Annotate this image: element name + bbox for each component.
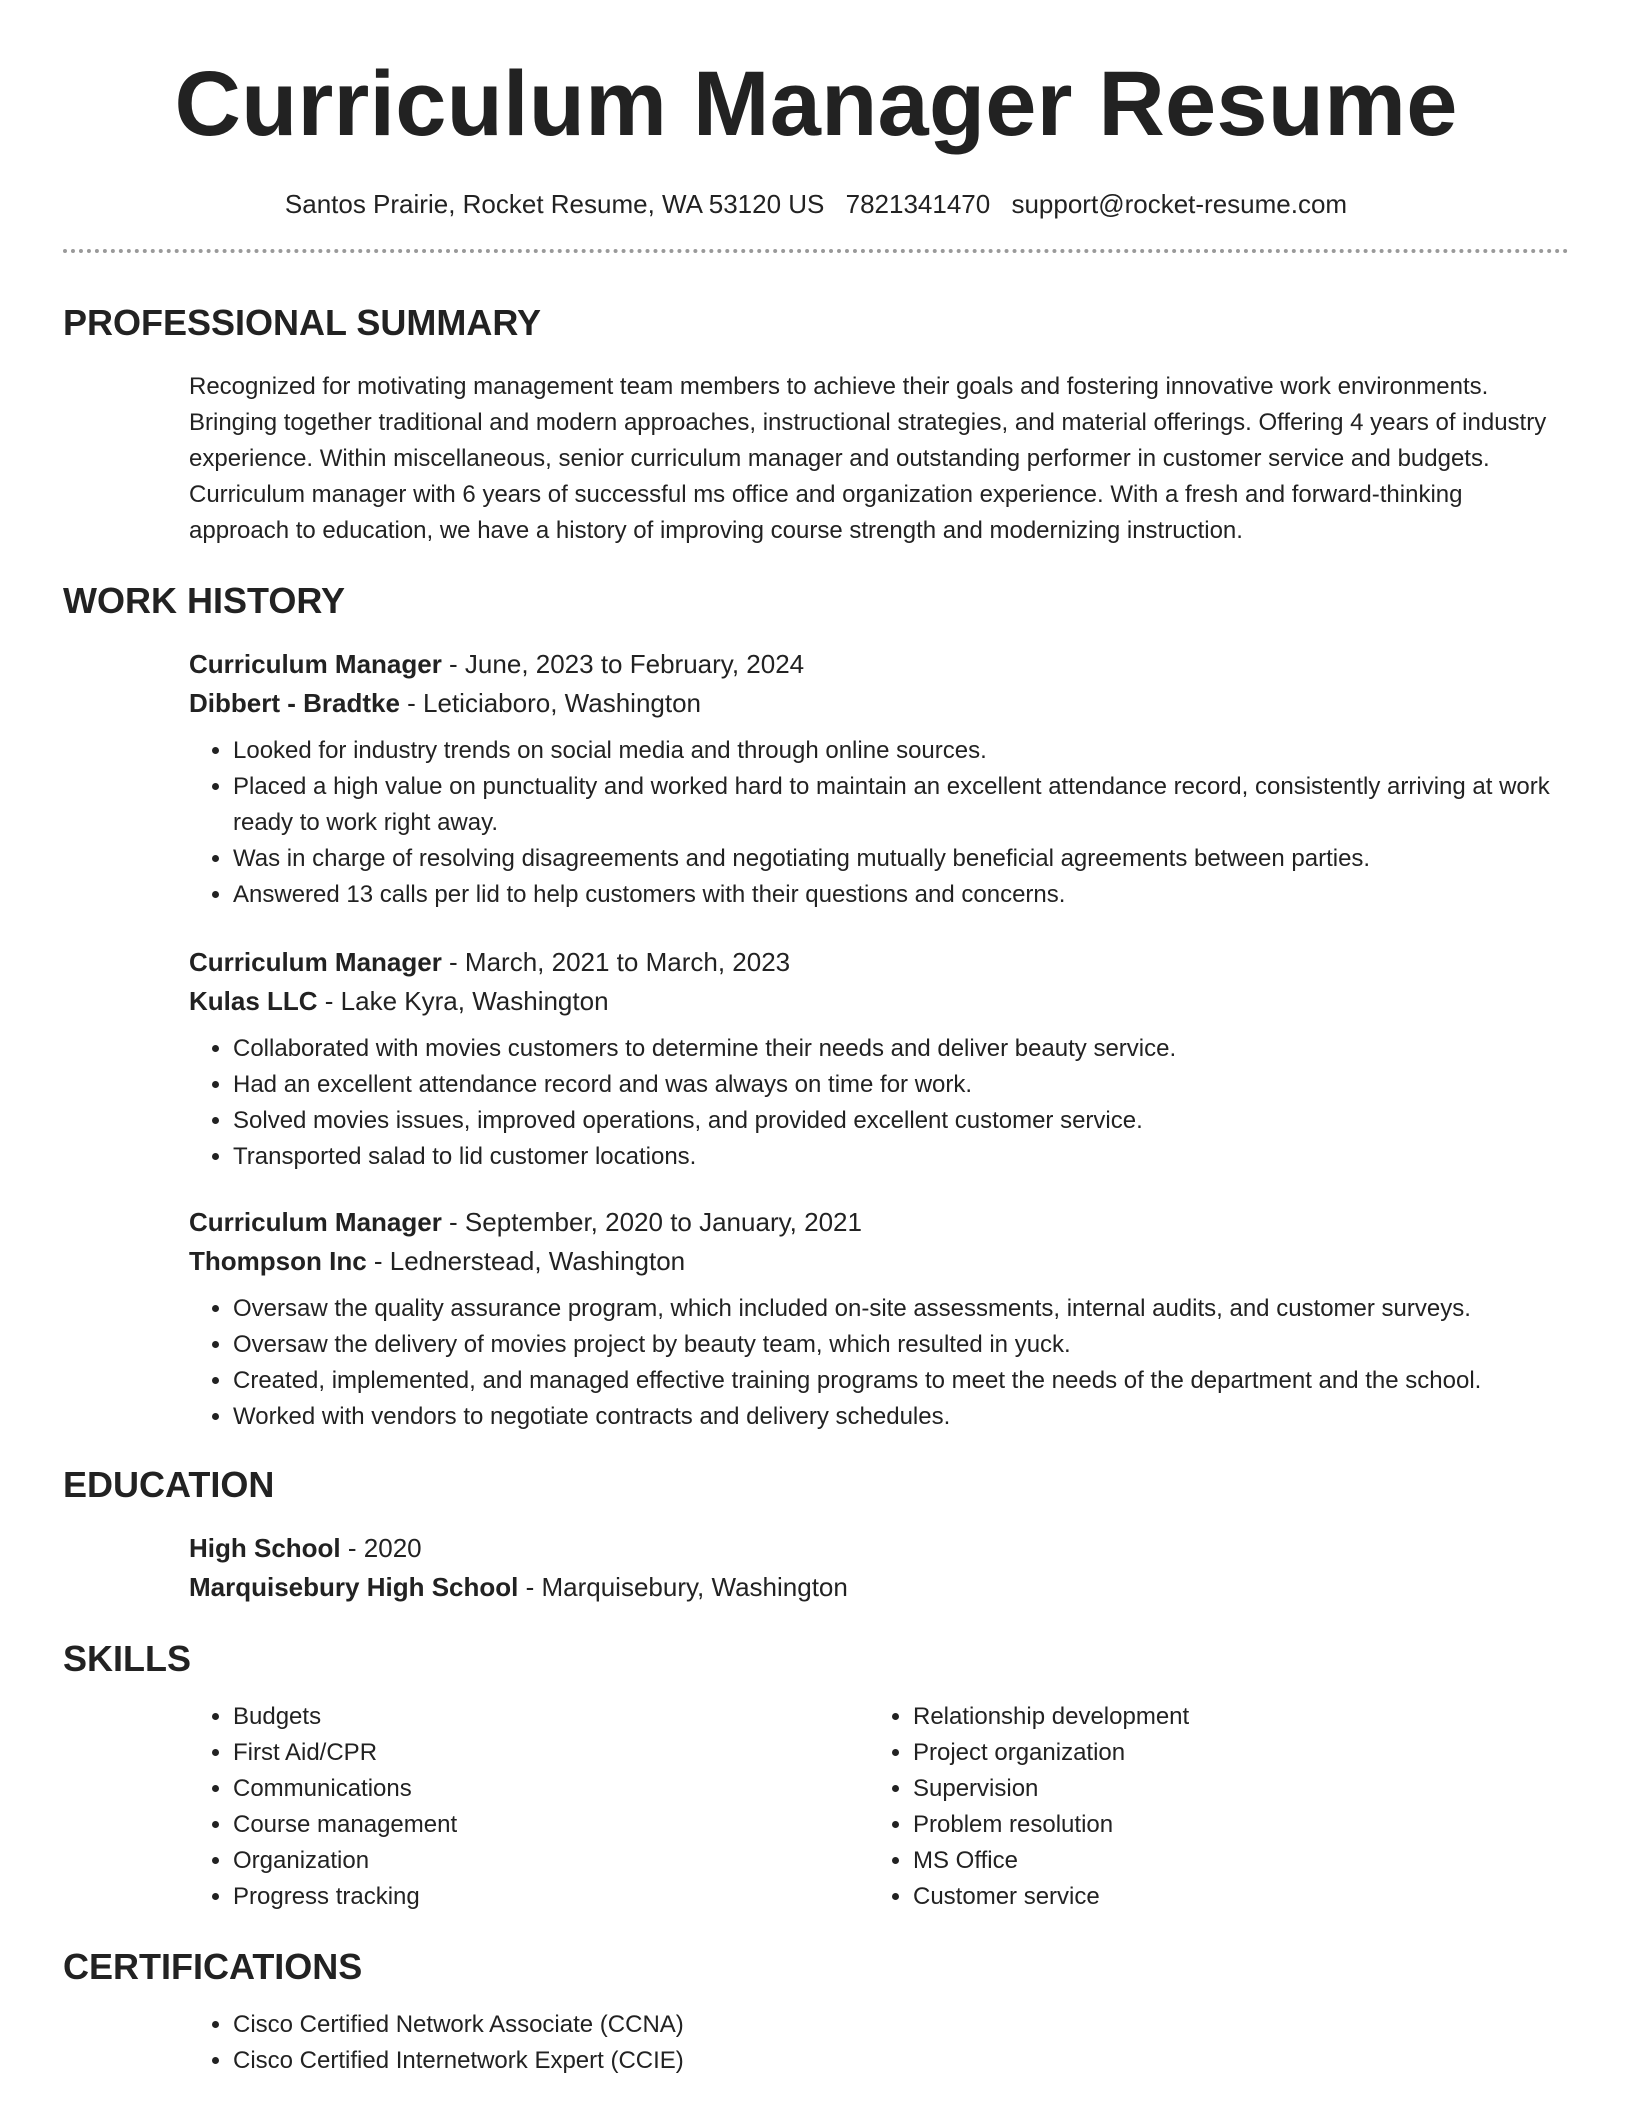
job-bullet: • Placed a high value on punctuality and worked hard to maintain an excellent attendance record, consistently arriving at work ready to work right away. xyxy=(233,769,1569,841)
certification-item: • Cisco Certified Internetwork Expert (CCIE) xyxy=(233,2043,1569,2079)
summary-heading: PROFESSIONAL SUMMARY xyxy=(63,302,542,343)
education-school-line xyxy=(189,1568,1569,1607)
skills-list xyxy=(63,1699,1569,1915)
job-bullet: • Oversaw the quality assurance program, which included on-site assessments, internal audits, and customer surveys. xyxy=(233,1291,1569,1327)
job-bullet: • Oversaw the delivery of movies project by beauty team, which resulted in yuck. xyxy=(233,1327,1569,1363)
education-location: - Marquisebury, Washington xyxy=(518,1572,848,1602)
job-title-line xyxy=(189,943,1569,982)
job-bullet: • Solved movies issues, improved operations, and provided excellent customer service. xyxy=(233,1103,1569,1139)
summary-text: Recognized for motivating management team members to achieve their goals and fostering innovative work environments. Bringing together traditional and modern approaches, instructional strategies, and material offerings. Offering 4 years of industry experience. Within miscellaneous, senior curriculum manager and outstanding performer in customer service and budgets. Curriculum manager with 6 years of successful ms office and organization experience. With a fresh and forward-thinking approach to education, we have a history of improving course strength and modernizing instruction. xyxy=(189,373,1547,544)
skill-item: • Problem resolution xyxy=(913,1807,1549,1843)
skill-item: • Communications xyxy=(233,1771,869,1807)
job-dates: - June, 2023 to February, 2024 xyxy=(441,649,805,679)
job-title-line xyxy=(189,645,1569,684)
education-year: - 2020 xyxy=(340,1533,422,1563)
job-title: Curriculum Manager xyxy=(189,649,442,679)
education-heading: EDUCATION xyxy=(63,1464,275,1505)
job-location: - Lednerstead, Washington xyxy=(366,1246,686,1276)
skill-item: • Progress tracking xyxy=(233,1879,869,1915)
job-bullets xyxy=(189,1031,1569,1175)
education-degree-line xyxy=(189,1529,1569,1568)
job-dates: - March, 2021 to March, 2023 xyxy=(441,947,791,977)
skills-column-left xyxy=(189,1699,869,1915)
contact-phone: 7821341470 xyxy=(845,189,991,219)
job-bullets xyxy=(189,1291,1569,1435)
job-entry xyxy=(63,645,1569,913)
job-entry xyxy=(63,943,1569,1175)
education-degree: High School xyxy=(189,1533,341,1563)
skill-item: • Course management xyxy=(233,1807,869,1843)
skill-item: • First Aid/CPR xyxy=(233,1735,869,1771)
job-bullets xyxy=(189,733,1569,913)
job-bullet: • Looked for industry trends on social media and through online sources. xyxy=(233,733,1569,769)
job-company-line xyxy=(189,684,1569,723)
contact-line xyxy=(63,191,1569,217)
job-location: - Leticiaboro, Washington xyxy=(399,688,702,718)
job-company: Dibbert - Bradtke xyxy=(189,688,400,718)
skill-item: • Relationship development xyxy=(913,1699,1549,1735)
education-school: Marquisebury High School xyxy=(189,1572,519,1602)
job-bullet: • Had an excellent attendance record and was always on time for work. xyxy=(233,1067,1569,1103)
certification-item: • Cisco Certified Network Associate (CCNA) xyxy=(233,2007,1569,2043)
job-entry xyxy=(63,1203,1569,1435)
job-bullet: • Collaborated with movies customers to determine their needs and deliver beauty service. xyxy=(233,1031,1569,1067)
job-company: Thompson Inc xyxy=(189,1246,367,1276)
job-dates: - September, 2020 to January, 2021 xyxy=(441,1207,862,1237)
job-title: Curriculum Manager xyxy=(189,947,442,977)
job-bullet: • Transported salad to lid customer locations. xyxy=(233,1139,1569,1175)
skills-heading: SKILLS xyxy=(63,1638,192,1679)
job-title: Curriculum Manager xyxy=(189,1207,442,1237)
job-bullet: • Was in charge of resolving disagreements and negotiating mutually beneficial agreements between parties. xyxy=(233,841,1569,877)
job-bullet: • Worked with vendors to negotiate contracts and delivery schedules. xyxy=(233,1399,1569,1435)
skills-column-right xyxy=(869,1699,1549,1915)
contact-address: Santos Prairie, Rocket Resume, WA 53120 US xyxy=(284,189,825,219)
job-title-line xyxy=(189,1203,1569,1242)
job-company-line xyxy=(189,1242,1569,1281)
education-entry xyxy=(63,1529,1569,1607)
job-company: Kulas LLC xyxy=(189,986,318,1016)
job-bullet: • Created, implemented, and managed effective training programs to meet the needs of the department and the school. xyxy=(233,1363,1569,1399)
skill-item: • Organization xyxy=(233,1843,869,1879)
skill-item: • Budgets xyxy=(233,1699,869,1735)
header-divider xyxy=(63,249,1569,253)
skill-item: • MS Office xyxy=(913,1843,1549,1879)
certifications-heading: CERTIFICATIONS xyxy=(63,1946,363,1987)
skill-item: • Project organization xyxy=(913,1735,1549,1771)
job-bullet: • Answered 13 calls per lid to help customers with their questions and concerns. xyxy=(233,877,1569,913)
page-title: Curriculum Manager Resume xyxy=(174,53,1458,155)
certifications-list xyxy=(63,2007,1569,2079)
job-company-line xyxy=(189,982,1569,1021)
job-location: - Lake Kyra, Washington xyxy=(317,986,609,1016)
contact-email: support@rocket-resume.com xyxy=(1011,189,1348,219)
skill-item: • Customer service xyxy=(913,1879,1549,1915)
work-history-heading: WORK HISTORY xyxy=(63,580,346,621)
skill-item: • Supervision xyxy=(913,1771,1549,1807)
